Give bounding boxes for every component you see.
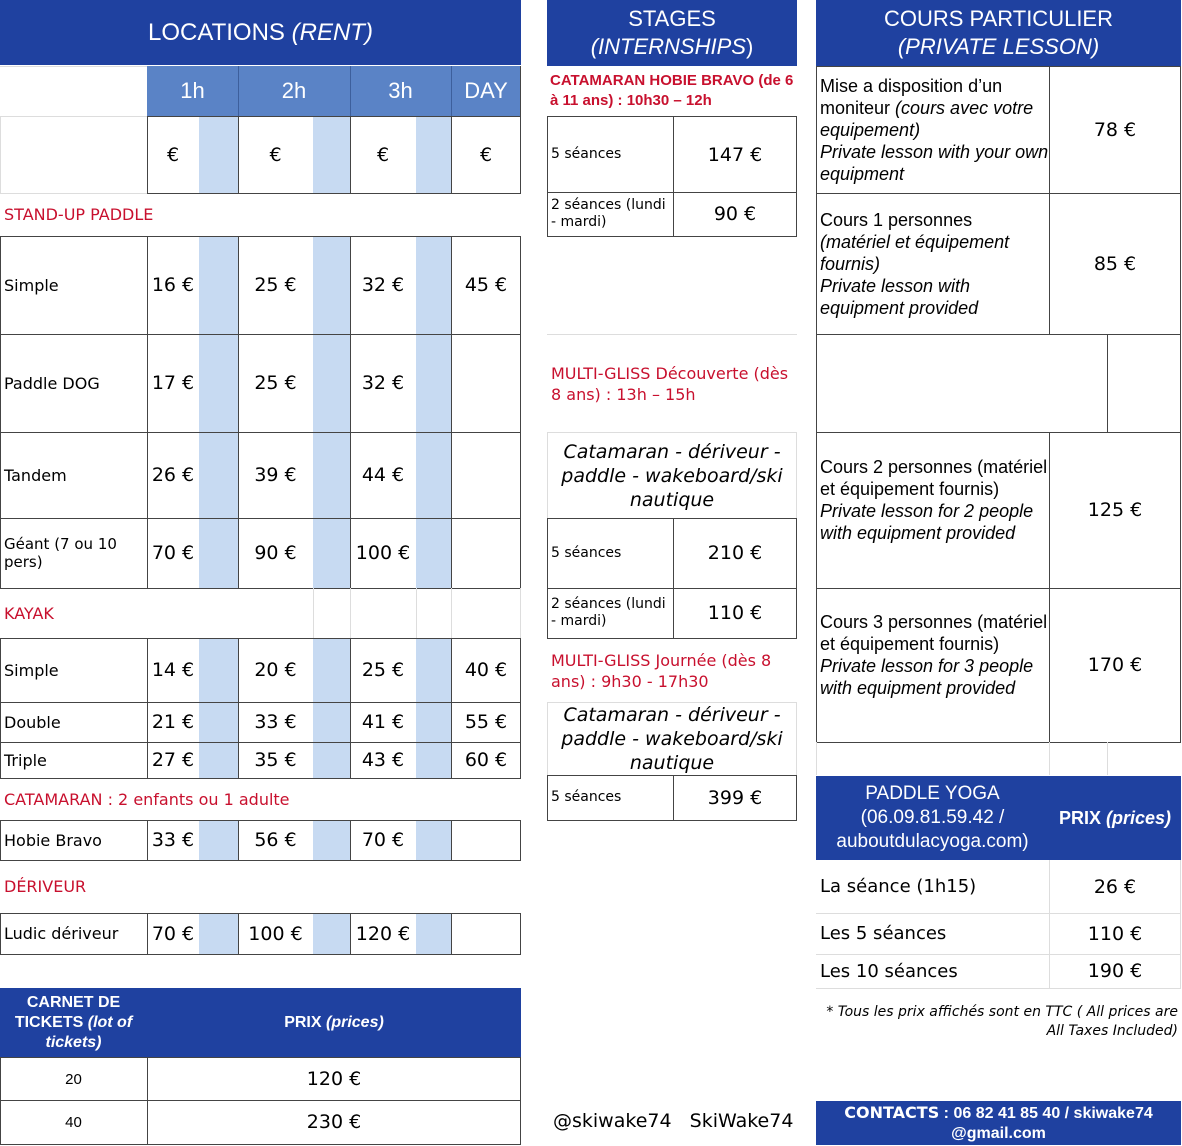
- stage-row-label: 2 séances (lundi - mardi): [551, 197, 666, 230]
- tickets-price-h-it: (prices): [326, 1013, 384, 1031]
- yoga-row-label: La séance (1h15): [820, 876, 977, 897]
- rent-header: [0, 0, 521, 65]
- social-handles: @skiwake74 SkiWake74: [553, 1110, 794, 1132]
- price-3h: 43 €: [361, 749, 405, 771]
- currency-day: €: [479, 143, 493, 166]
- price-3h: 100 €: [355, 542, 411, 564]
- yoga-row-label: Les 10 séances: [820, 960, 958, 982]
- private-row-4: [816, 611, 1049, 699]
- price-1h: 33 €: [151, 829, 195, 851]
- tickets-price-h: PRIX: [284, 1013, 322, 1031]
- price-day: 60 €: [464, 749, 508, 771]
- stage-row-price: 210 €: [707, 542, 763, 564]
- private-title-it: (PRIVATE LESSON): [897, 34, 1100, 59]
- stages-header: [547, 0, 797, 66]
- private-title: COURS PARTICULIER: [883, 6, 1113, 31]
- price-3h: 25 €: [361, 659, 405, 681]
- stages-cat-title: CATAMARAN HOBIE BRAVO (de 6 à 11 ans) : 10h30 – 12h: [550, 72, 794, 109]
- yoga-row-price: 190 €: [1087, 960, 1143, 982]
- private-r1-b: (cours avec votre equipement): [820, 98, 1034, 140]
- tickets-header-left: [0, 988, 147, 1057]
- section-kayak: KAYAK: [4, 603, 54, 623]
- yoga-header: [816, 776, 1049, 860]
- private-price-2: 85 €: [1093, 252, 1137, 275]
- private-r2-a: Cours 1 personnes: [820, 210, 973, 230]
- price-2h: 25 €: [254, 274, 297, 296]
- contacts-label: CONTACTS: [844, 1102, 940, 1122]
- rent-row-label: Simple: [4, 660, 59, 680]
- tax-note: * Tous les prix affichés sont en TTC ( All prices are All Taxes Included): [826, 1004, 1178, 1039]
- private-row-3: [816, 456, 1049, 544]
- stage-row-label: 2 séances (lundi - mardi): [551, 596, 666, 629]
- tickets-title: CARNET DE TICKETS: [14, 993, 121, 1031]
- yoga-price-header: [1049, 776, 1181, 860]
- rent-row-label: Ludic dériveur: [4, 924, 119, 943]
- price-day: 55 €: [464, 711, 508, 733]
- private-r4-c: Private lesson for 3 people with equipment provided: [820, 656, 1034, 698]
- currency-1h: €: [166, 143, 180, 166]
- private-r1-c: Private lesson with your own equipment: [820, 142, 1049, 184]
- rent-row-label: Géant (7 ou 10 pers): [4, 535, 117, 571]
- price-2h: 33 €: [254, 711, 297, 733]
- private-row-1: [816, 75, 1049, 185]
- section-catamaran: CATAMARAN : 2 enfants ou 1 adulte: [4, 789, 290, 809]
- stages-mg-desc: Catamaran - dériveur - paddle - wakeboard/ski nautique: [561, 440, 783, 511]
- private-r2-b: (matériel et équipement fournis): [820, 232, 1010, 274]
- stage-row-price: 399 €: [707, 786, 763, 809]
- price-2h: 25 €: [254, 372, 297, 394]
- price-2h: 90 €: [254, 542, 297, 564]
- ticket-qty: 40: [65, 1113, 82, 1131]
- section-deriveur: DÉRIVEUR: [4, 877, 87, 896]
- price-1h: 26 €: [151, 464, 195, 486]
- price-1h: 17 €: [151, 372, 195, 394]
- private-price-1: 78 €: [1093, 118, 1137, 141]
- stages-title-end: ): [745, 34, 754, 59]
- price-3h: 41 €: [361, 711, 405, 733]
- private-price-4: 170 €: [1087, 654, 1143, 676]
- private-row-2: [816, 209, 1049, 319]
- rent-row-label: Hobie Bravo: [4, 830, 102, 850]
- price-day: 40 €: [464, 659, 508, 681]
- yoga-row-label: Les 5 séances: [820, 923, 947, 944]
- private-header: [816, 0, 1181, 66]
- price-2h: 56 €: [254, 829, 297, 851]
- price-3h: 120 €: [355, 922, 411, 945]
- yoga-price-h-it: (prices): [1106, 807, 1172, 828]
- rent-row-label: Triple: [4, 750, 47, 770]
- rent-title-it: (RENT): [291, 18, 373, 46]
- ticket-price: 230 €: [306, 1111, 362, 1133]
- price-1h: 70 €: [151, 542, 195, 564]
- price-2h: 100 €: [248, 922, 303, 945]
- stages-mg-title: MULTI-GLISS Découverte (dès 8 ans) : 13h – 15h: [551, 364, 789, 404]
- private-r3-a: Cours 2 personnes (matériel et équipement fournis): [820, 457, 1048, 499]
- price-3h: 32 €: [361, 274, 405, 296]
- price-1h: 21 €: [151, 711, 195, 733]
- price-day: [451, 518, 521, 588]
- duration-2h: 2h: [281, 78, 307, 103]
- contacts-bar: [816, 1101, 1181, 1145]
- duration-1h: 1h: [180, 78, 205, 103]
- contacts-text: : 06 82 41 85 40 / skiwake74 @gmail.com: [939, 1104, 1153, 1142]
- stage-row-label: 5 séances: [551, 544, 622, 561]
- duration-3h: 3h: [388, 78, 413, 103]
- price-day: [451, 334, 521, 432]
- stages-mgj-desc: Catamaran - dériveur - paddle - wakeboard/ski nautique: [561, 704, 783, 774]
- price-2h: 20 €: [254, 659, 297, 681]
- tickets-title-it: (lot of tickets): [45, 1013, 133, 1051]
- price-1h: 70 €: [151, 922, 195, 945]
- price-2h: 39 €: [254, 464, 297, 486]
- ticket-qty: 20: [65, 1070, 82, 1088]
- currency-3h: €: [376, 143, 390, 166]
- rent-row-label: Paddle DOG: [4, 373, 100, 393]
- section-sup: STAND-UP PADDLE: [4, 205, 154, 224]
- tickets-header-right: [147, 988, 521, 1057]
- price-day: 45 €: [464, 274, 508, 296]
- price-3h: 44 €: [361, 464, 405, 486]
- stage-row-label: 5 séances: [551, 789, 622, 806]
- price-2h: 35 €: [254, 749, 297, 771]
- stage-row-price: 110 €: [707, 602, 763, 624]
- private-r1-a: Mise a disposition d’un moniteur: [820, 76, 1003, 118]
- yoga-price-h: PRIX: [1058, 807, 1101, 828]
- price-day: [451, 820, 521, 860]
- private-price-3: 125 €: [1087, 499, 1143, 521]
- yoga-title: PADDLE YOGA (06.09.81.59.42 / auboutdulacyoga.com): [836, 783, 1029, 852]
- price-3h: 32 €: [361, 372, 405, 394]
- currency-2h: €: [269, 143, 282, 166]
- private-r2-c: Private lesson with equipment provided: [820, 276, 979, 318]
- price-1h: 14 €: [151, 659, 195, 681]
- rent-row-label: Simple: [4, 275, 59, 295]
- stage-row-price: 90 €: [713, 203, 757, 225]
- private-r4-a: Cours 3 personnes (matériel et équipement fournis): [820, 612, 1048, 654]
- yoga-row-price: 110 €: [1087, 922, 1143, 945]
- rent-row-label: Tandem: [4, 465, 67, 485]
- price-1h: 16 €: [151, 274, 195, 296]
- private-r3-c: Private lesson for 2 people with equipment provided: [820, 501, 1034, 543]
- yoga-row-price: 26 €: [1093, 875, 1137, 898]
- stages-title-it: (INTERNSHIPS: [590, 34, 746, 59]
- rent-row-label: Double: [4, 712, 61, 732]
- stage-row-label: 5 séances: [551, 146, 622, 163]
- price-day: [451, 913, 521, 954]
- price-1h: 27 €: [151, 749, 195, 771]
- rent-title: LOCATIONS: [148, 18, 285, 46]
- price-3h: 70 €: [361, 829, 405, 851]
- stages-mgj-title: MULTI-GLISS Journée (dès 8 ans) : 9h30 - 17h30: [551, 651, 772, 691]
- stage-row-price: 147 €: [707, 143, 763, 166]
- stages-title: STAGES: [628, 6, 716, 31]
- duration-day: DAY: [464, 78, 508, 103]
- price-day: [451, 432, 521, 518]
- ticket-price: 120 €: [306, 1068, 362, 1090]
